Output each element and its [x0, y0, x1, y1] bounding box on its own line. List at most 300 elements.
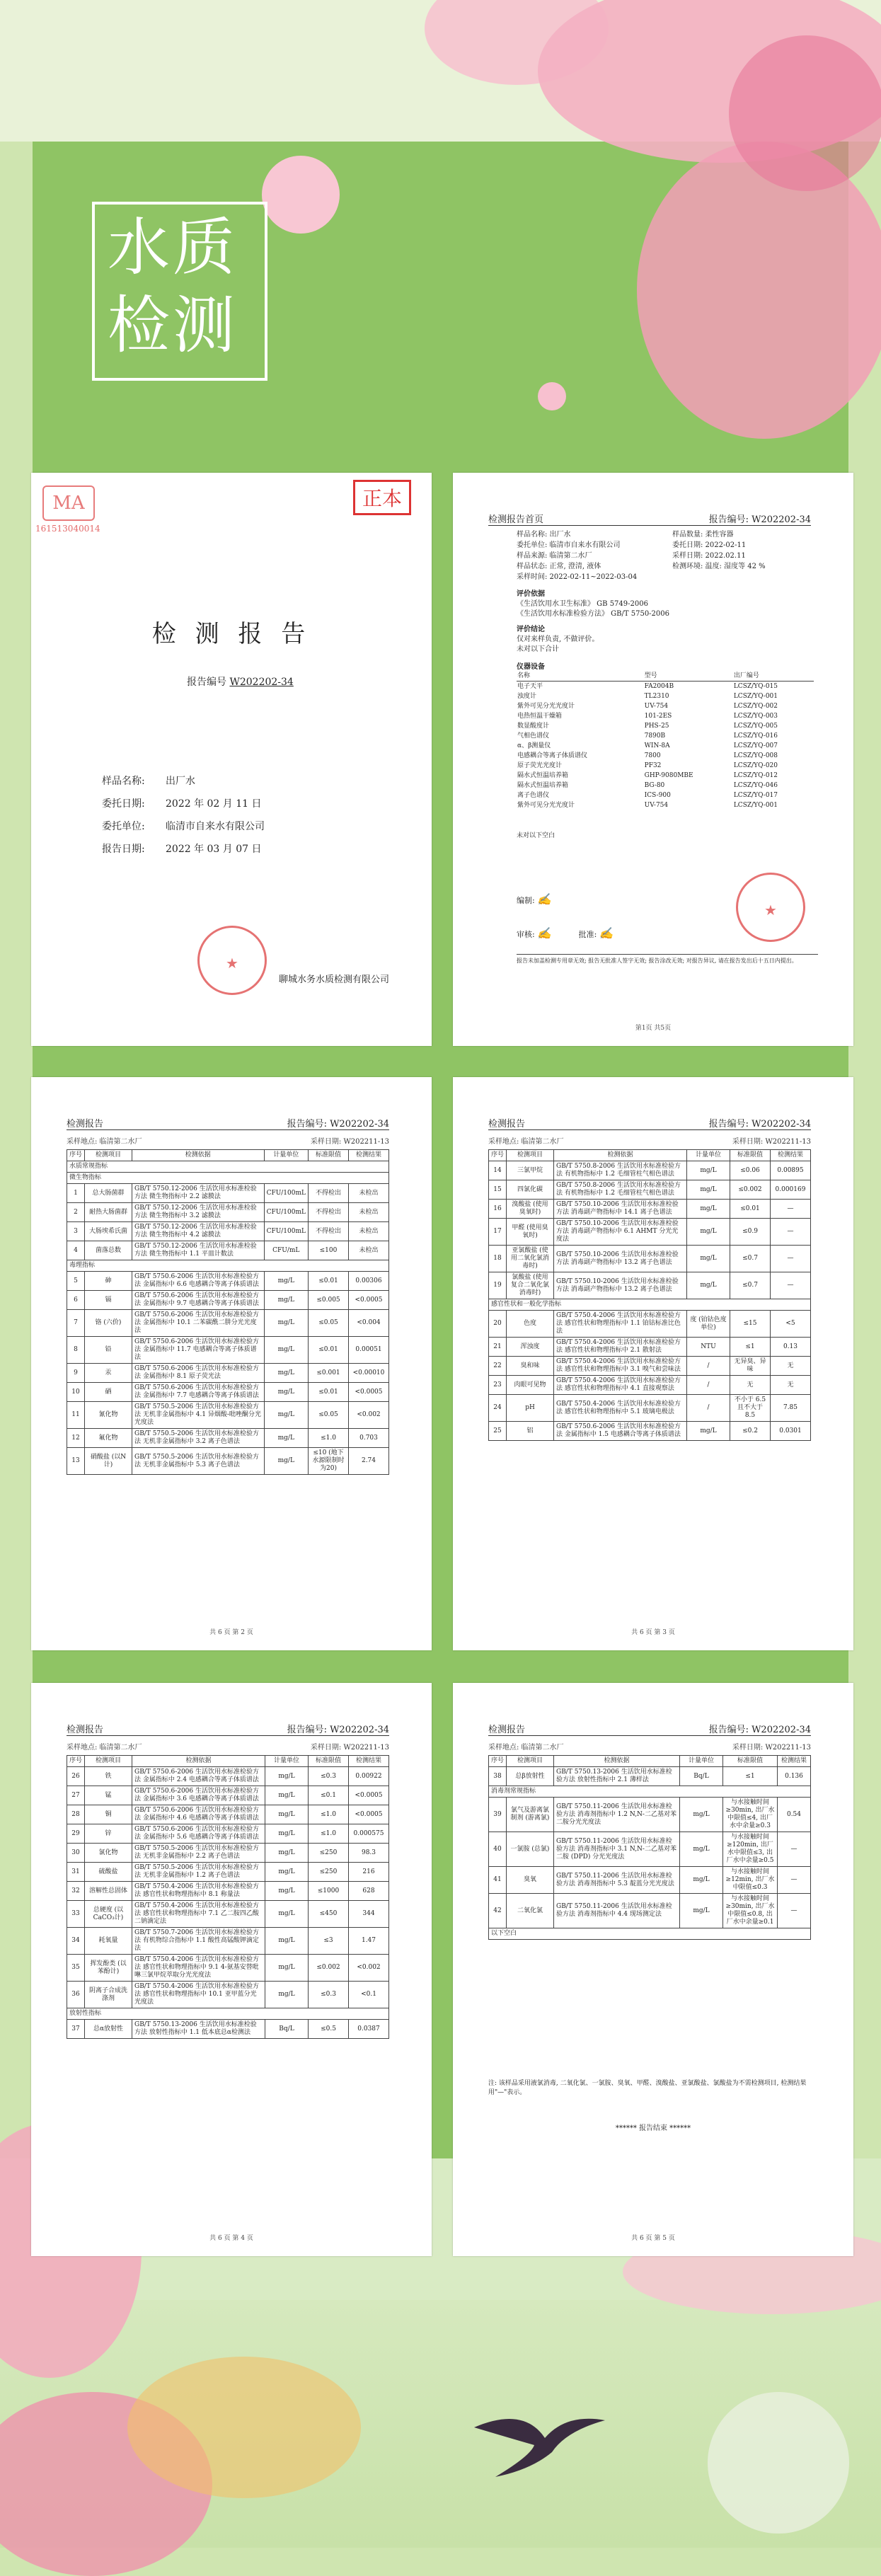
table-cell: ≤0.01 [730, 1200, 771, 1219]
page-number: 共 6 页 第 4 页 [209, 2235, 253, 2242]
table-cell: mg/L [265, 1844, 309, 1863]
table-cell: GB/T 5750.5-2006 生活饮用水标准检验方法 无机非金属指标中 2.2 离子色谱法 [132, 1844, 265, 1863]
table-row [489, 1246, 811, 1272]
table-cell: 四氯化碳 [507, 1180, 554, 1200]
table-cell: mg/L [264, 1448, 308, 1475]
evaluation-basis: 评价依据 《生活饮用水卫生标准》 GB 5749-2006 《生活饮用水标准检验方法》 GB/T 5750-2006 [517, 590, 670, 618]
table-cell: <0.0005 [349, 1291, 389, 1310]
table-cell: ≤1.0 [309, 1429, 349, 1448]
table-cell: 锌 [85, 1824, 132, 1844]
table-cell: 24 [489, 1395, 507, 1422]
sample-line: 采样地点: 临清第二水厂 采样日期: W202211-13 [488, 1744, 811, 1752]
table-cell: 砷 [85, 1272, 132, 1291]
table-cell: ≤0.002 [730, 1180, 771, 1200]
cover-row: 委托单位: 临清市自来水有限公司 [102, 821, 265, 832]
cover-report-no [187, 674, 294, 689]
cover-row: 样品名称: 出厂水 [102, 776, 195, 787]
table-cell: 20 [489, 1311, 507, 1338]
table-cell: mg/L [265, 1955, 309, 1982]
table-cell: 34 [67, 1928, 85, 1955]
group-label: 放射性指标 [67, 2008, 389, 2020]
report-page-3 [31, 1077, 432, 1650]
table-cell: mg/L [265, 1982, 309, 2008]
table-cell: 与水接触时间≥30min, 出厂水中限值≤0.8, 出厂水中余量≥0.1 [723, 1894, 778, 1928]
report-no-value: W202202-34 [229, 677, 294, 688]
table-cell: 0.000575 [349, 1824, 389, 1844]
table-cell: — [771, 1200, 811, 1219]
table-cell: 7 [67, 1310, 85, 1337]
table-row [67, 1429, 389, 1448]
group-label: 水质常规指标 [67, 1161, 389, 1173]
table-cell: — [778, 1832, 811, 1867]
cover-info [102, 770, 265, 861]
report-first-page [453, 473, 853, 1046]
table-cell: ≤1.0 [309, 1805, 349, 1824]
table-cell: mg/L [687, 1246, 730, 1272]
table-cell: ≤0.002 [309, 1955, 349, 1982]
table-cell: 挥发酚类 (以苯酚计) [85, 1955, 132, 1982]
table-cell: 16 [489, 1200, 507, 1219]
table-header-row: 序号 检测项目 检测依据 计量单位 标准限值 检测结果 [489, 1150, 811, 1161]
table-cell: 17 [489, 1219, 507, 1246]
table-cell: 肉眼可见物 [507, 1376, 554, 1395]
table-cell: mg/L [687, 1161, 730, 1180]
table-cell: GB/T 5750.13-2006 生活饮用水标准检验方法 放射性指标中 2.1 薄样法 [554, 1767, 680, 1786]
table-cell: GB/T 5750.6-2006 生活饮用水标准检验方法 金属指标中 11.7 电感耦合等离子体质谱法 [132, 1337, 265, 1364]
table-cell: 未检出 [349, 1184, 389, 1203]
table-cell: 镉 [85, 1291, 132, 1310]
table-cell: ≤0.06 [730, 1161, 771, 1180]
table-cell: 0.00922 [349, 1767, 389, 1786]
table-cell: — [771, 1272, 811, 1299]
table-cell: 大肠埃希氏菌 [85, 1222, 132, 1241]
table-row [67, 1184, 389, 1203]
table-cell: 铅 [85, 1337, 132, 1364]
table-cell: 无 [771, 1376, 811, 1395]
table-cell: 臭和味 [507, 1357, 554, 1376]
table-cell: 27 [67, 1786, 85, 1805]
table-cell: 硒 [85, 1383, 132, 1402]
table-cell: GB/T 5750.4-2006 生活饮用水标准检验方法 感官性状和物理指标中 5.1 玻璃电极法 [554, 1395, 687, 1422]
equipment-row: 气相色谱仪 7890B LCSZ/YQ-016 [517, 732, 778, 740]
table-cell: 色度 [507, 1311, 554, 1338]
disinfection-note: 注: 该样品采用液氯消毒, 二氧化氯、一氯胺、臭氧、甲醛、溴酸盐、亚氯酸盐、氯酸盐为不需检测项目, 检测结果用"—"表示。 [488, 2080, 807, 2096]
table-row [67, 1383, 389, 1402]
table-cell: mg/L [264, 1364, 308, 1383]
table-cell: 氯酸盐 (使用复合二氧化氯消毒时) [507, 1272, 554, 1299]
group-label: 感官性状和一般化学指标 [489, 1299, 811, 1311]
table-cell: 0.00306 [349, 1272, 389, 1291]
table-cell: 1 [67, 1184, 85, 1203]
table-cell: ≤0.05 [309, 1310, 349, 1337]
table-cell: <0.00010 [349, 1364, 389, 1383]
table-cell: 216 [349, 1863, 389, 1882]
table-cell: 溴酸盐 (使用臭氧时) [507, 1200, 554, 1219]
results-table [488, 1755, 811, 1940]
equipment-row: α、β测量仪 WIN-8A LCSZ/YQ-007 [517, 742, 778, 749]
table-row [489, 1311, 811, 1338]
table-group-row [489, 1928, 811, 1940]
table-row [67, 1310, 389, 1337]
table-cell: 臭氧 [507, 1867, 554, 1894]
table-cell: / [687, 1357, 730, 1376]
table-cell: GB/T 5750.10-2006 生活饮用水标准检验方法 消毒副产物指标中 13.2 离子色谱法 [554, 1246, 687, 1272]
table-row [489, 1219, 811, 1246]
group-label: 毒理指标 [67, 1260, 389, 1272]
table-cell: <0.0005 [349, 1786, 389, 1805]
table-cell: 25 [489, 1422, 507, 1441]
table-cell: 2 [67, 1203, 85, 1222]
table-cell: GB/T 5750.12-2006 生活饮用水标准检验方法 微生物指标中 3.2 滤膜法 [132, 1203, 265, 1222]
table-cell: 铜 [85, 1805, 132, 1824]
table-cell: ≤0.3 [309, 1982, 349, 2008]
table-row [67, 1824, 389, 1844]
table-cell: pH [507, 1395, 554, 1422]
table-cell: mg/L [265, 1767, 309, 1786]
table-group-row [67, 1161, 389, 1173]
table-cell: 9 [67, 1364, 85, 1383]
evaluation-conclusion: 评价结论 仅对来样负责, 不做评价。 未对以下合计 [517, 626, 599, 653]
table-cell: ≤0.7 [730, 1246, 771, 1272]
table-cell: 阴离子合成洗涤剂 [85, 1982, 132, 2008]
table-cell: 一氯胺 (总氯) [507, 1832, 554, 1867]
table-cell: GB/T 5750.6-2006 生活饮用水标准检验方法 金属指标中 9.7 电感耦合等离子体质谱法 [132, 1291, 265, 1310]
banner-title-line2: 检测 [108, 289, 238, 362]
table-cell: GB/T 5750.8-2006 生活饮用水标准检验方法 有机物指标中 1.2 毛细管柱气相色谱法 [554, 1180, 687, 1200]
table-cell: mg/L [265, 1863, 309, 1882]
group-label: 微生物指标 [67, 1173, 389, 1184]
table-cell: — [771, 1246, 811, 1272]
table-cell: <0.1 [349, 1982, 389, 2008]
table-cell: 铝 [507, 1422, 554, 1441]
table-row [67, 1222, 389, 1241]
table-cell: 10 [67, 1383, 85, 1402]
table-row [489, 1161, 811, 1180]
table-cell: mg/L [264, 1272, 308, 1291]
table-cell: ≤0.9 [730, 1219, 771, 1246]
table-cell: GB/T 5750.4-2006 生活饮用水标准检验方法 感官性状和物理指标中 1.1 铂钴标准比色法 [554, 1311, 687, 1338]
table-cell: 32 [67, 1882, 85, 1901]
table-cell: 氟化物 [85, 1429, 132, 1448]
cover-row: 报告日期: 2022 年 03 月 07 日 [102, 844, 262, 855]
table-cell: 氯气及游离氯制剂 (游离氯) [507, 1798, 554, 1832]
page-header: 检测报告 报告编号: W202202-34 [488, 1718, 811, 1736]
cma-code: 161513040014 [35, 524, 100, 534]
table-cell: 0.0301 [771, 1422, 811, 1441]
table-cell: GB/T 5750.5-2006 生活饮用水标准检验方法 无机非金属指标中 3.2 离子色谱法 [132, 1429, 265, 1448]
company-seal: ★ [197, 926, 267, 995]
table-cell: 7.85 [771, 1395, 811, 1422]
table-cell: 未检出 [349, 1203, 389, 1222]
table-cell: mg/L [680, 1798, 723, 1832]
table-cell: Bq/L [680, 1767, 723, 1786]
table-cell: 0.00895 [771, 1161, 811, 1180]
table-cell: GB/T 5750.6-2006 生活饮用水标准检验方法 金属指标中 8.1 原子荧光法 [132, 1364, 265, 1383]
table-row [489, 1180, 811, 1200]
issuer-name: 聊城水务水质检测有限公司 [278, 974, 389, 985]
table-cell: 浑浊度 [507, 1338, 554, 1357]
table-cell: GB/T 5750.11-2006 生活饮用水标准检验方法 消毒剂指标中 5.3 靛蓝分光光度法 [554, 1867, 680, 1894]
table-cell: ≤10 (地下水源限制时为20) [309, 1448, 349, 1475]
table-cell: 铁 [85, 1767, 132, 1786]
results-table [488, 1149, 811, 1441]
table-cell: 与水接触时间≥12min, 出厂水中限值≤0.3 [723, 1867, 778, 1894]
table-cell: CFU/100mL [264, 1222, 308, 1241]
table-cell: GB/T 5750.4-2006 生活饮用水标准检验方法 感官性状和物理指标中 8.1 称量法 [132, 1882, 265, 1901]
table-cell: ≤15 [730, 1311, 771, 1338]
equipment-row: 电热恒温干燥箱 101-2ES LCSZ/YQ-003 [517, 713, 778, 720]
table-cell: 硫酸盐 [85, 1863, 132, 1882]
results-table [67, 1149, 389, 1475]
table-cell: ≤450 [309, 1901, 349, 1928]
table-cell: ≤1 [730, 1338, 771, 1357]
table-cell: <0.002 [349, 1955, 389, 1982]
sample-line: 采样地点: 临清第二水厂 采样日期: W202211-13 [67, 1744, 389, 1752]
equipment-table: 名称 型号 出厂编号 电子天平 FA2004B LCSZ/YQ-015 浊度计 TL2310 LCSZ/YQ-001 紫外可见分光光度计 UV-754 LCSZ/YQ-002 电热恒温干燥箱 101-2ES LCSZ/YQ-003 数显酸度计 PHS-25 LCSZ/YQ-005 气相色谱仪 7890B LCSZ/YQ-016 α、β测量仪 WIN-8A LCSZ/YQ-007 电感耦合等离子体质谱仪 7800 LCSZ/YQ-008 原子荧光光度计 PF32 LCSZ/YQ-020 隔水式恒温培养箱 GHP-9080MBE LCSZ/YQ-012 隔水式恒温培养箱 BG-80 LCSZ/YQ-046 离子色谱仪 ICS-900 LCSZ/YQ-017 紫外可见分光光度计 UV-754 LCSZ/YQ-001 [517, 671, 814, 810]
table-cell: ≤0.3 [309, 1767, 349, 1786]
table-cell: 5 [67, 1272, 85, 1291]
table-cell: GB/T 5750.6-2006 生活饮用水标准检验方法 金属指标中 10.1 二苯碳酰二肼分光光度法 [132, 1310, 265, 1337]
table-cell: — [778, 1867, 811, 1894]
table-row [67, 1982, 389, 2008]
sample-info: 样品名称: 出厂水 委托单位: 临清市自来水有限公司 样品来源: 临清第二水厂 样品状态: 正常, 澄清, 液体 采样时间: 2022-02-11~2022-03-04 样品数量: 柔性容器 委托日期: 2022-02-11 采样日期: 2022.02.11 检测环境: 温度: 湿度等 42 % [517, 531, 766, 581]
table-cell: <0.004 [349, 1310, 389, 1337]
table-cell: mg/L [265, 1882, 309, 1901]
table-row [67, 1882, 389, 1901]
table-cell: 未检出 [349, 1222, 389, 1241]
table-cell: 42 [489, 1894, 507, 1928]
cma-logo: MA [42, 485, 95, 521]
page-header: 检测报告 报告编号: W202202-34 [488, 1112, 811, 1130]
table-row [67, 1901, 389, 1928]
table-cell: ≤0.2 [730, 1422, 771, 1441]
table-group-row [489, 1299, 811, 1311]
table-cell: 0.00051 [349, 1337, 389, 1364]
table-cell: 628 [349, 1882, 389, 1901]
equipment-row: 原子荧光光度计 PF32 LCSZ/YQ-020 [517, 762, 778, 769]
table-cell: ≤1.0 [309, 1824, 349, 1844]
cover-title: 检 测 报 告 [151, 620, 311, 648]
table-cell: 总硬度 (以CaCO₃计) [85, 1901, 132, 1928]
table-cell: mg/L [265, 1928, 309, 1955]
table-row [67, 1844, 389, 1863]
table-cell: mg/L [265, 1786, 309, 1805]
table-row [67, 1448, 389, 1475]
page-number: 共 6 页 第 5 页 [631, 2235, 675, 2242]
table-cell: 硝酸盐 (以N计) [85, 1448, 132, 1475]
table-header-row: 序号 检测项目 检测依据 计量单位 标准限值 检测结果 [67, 1150, 389, 1161]
table-cell: GB/T 5750.4-2006 生活饮用水标准检验方法 感官性状和物理指标中 7.1 乙二胺四乙酸二钠滴定法 [132, 1901, 265, 1928]
table-cell: mg/L [264, 1310, 308, 1337]
table-cell: 28 [67, 1805, 85, 1824]
table-cell: 无异臭、异味 [730, 1357, 771, 1376]
sample-line: 采样地点: 临清第二水厂 采样日期: W202211-13 [488, 1138, 811, 1146]
table-header-row: 序号 检测项目 检测依据 计量单位 标准限值 检测结果 [67, 1756, 389, 1767]
table-cell: 8 [67, 1337, 85, 1364]
table-cell: GB/T 5750.10-2006 生活饮用水标准检验方法 消毒副产物指标中 14.1 离子色谱法 [554, 1200, 687, 1219]
report-note: 报告未加盖检测专用章无效; 报告无批准人签字无效; 报告涂改无效; 对报告异议, 请在报告发出后十五日内提出。 [517, 954, 818, 965]
table-cell: — [771, 1219, 811, 1246]
table-cell: 不得检出 [309, 1203, 349, 1222]
company-seal: ★ [736, 873, 805, 942]
table-cell: 23 [489, 1376, 507, 1395]
table-cell: GB/T 5750.5-2006 生活饮用水标准检验方法 无机非金属指标中 5.3 离子色谱法 [132, 1448, 265, 1475]
table-cell: 36 [67, 1982, 85, 2008]
table-row [67, 1203, 389, 1222]
table-cell: mg/L [265, 1824, 309, 1844]
table-cell: 总α放射性 [85, 2020, 132, 2039]
table-cell: 40 [489, 1832, 507, 1867]
table-cell: 不小于 6.5 且不大于 8.5 [730, 1395, 771, 1422]
table-cell: 3 [67, 1222, 85, 1241]
table-cell: / [687, 1376, 730, 1395]
table-row [67, 1402, 389, 1429]
table-cell: GB/T 5750.6-2006 生活饮用水标准检验方法 金属指标中 1.5 电感耦合等离子体质谱法 [554, 1422, 687, 1441]
table-row [67, 1928, 389, 1955]
table-row [489, 1272, 811, 1299]
table-cell: 不得检出 [309, 1184, 349, 1203]
table-cell: 汞 [85, 1364, 132, 1383]
table-cell: CFU/mL [264, 1241, 308, 1260]
table-cell: mg/L [264, 1429, 308, 1448]
table-cell: GB/T 5750.6-2006 生活饮用水标准检验方法 金属指标中 4.6 电感耦合等离子体质谱法 [132, 1805, 265, 1824]
table-cell: 31 [67, 1863, 85, 1882]
table-row [67, 1805, 389, 1824]
report-no-label: 报告编号 [187, 677, 226, 688]
equipment-row: 数显酸度计 PHS-25 LCSZ/YQ-005 [517, 723, 778, 730]
table-cell: / [687, 1395, 730, 1422]
table-cell: 0.000169 [771, 1180, 811, 1200]
table-row [489, 1767, 811, 1786]
table-cell: 甲醛 (使用臭氧时) [507, 1219, 554, 1246]
table-cell: 耗氧量 [85, 1928, 132, 1955]
table-row [67, 1786, 389, 1805]
table-row [67, 1272, 389, 1291]
table-cell: 0.136 [778, 1767, 811, 1786]
original-stamp: 正本 [353, 480, 411, 515]
report-cover-page [31, 473, 432, 1046]
table-row [67, 1241, 389, 1260]
table-cell: 35 [67, 1955, 85, 1982]
table-cell: mg/L [680, 1832, 723, 1867]
table-cell: ≤0.01 [309, 1272, 349, 1291]
table-cell: ≤1 [723, 1767, 778, 1786]
table-cell: GB/T 5750.4-2006 生活饮用水标准检验方法 感官性状和物理指标中 2.1 散射法 [554, 1338, 687, 1357]
table-row [67, 1291, 389, 1310]
table-cell: mg/L [687, 1180, 730, 1200]
table-cell: 19 [489, 1272, 507, 1299]
table-cell: ≤3 [309, 1928, 349, 1955]
table-cell: 菌落总数 [85, 1241, 132, 1260]
page-number: 共 6 页 第 3 页 [631, 1629, 675, 1636]
signatures: 编制: ✍ 审核: ✍ 批准: ✍ [517, 892, 614, 940]
equipment-row: 隔水式恒温培养箱 BG-80 LCSZ/YQ-046 [517, 782, 778, 789]
page-number: 共 6 页 第 2 页 [209, 1629, 253, 1636]
table-cell: mg/L [264, 1291, 308, 1310]
table-cell: 38 [489, 1767, 507, 1786]
group-label: 消毒剂常规指标 [489, 1786, 811, 1798]
table-cell: ≤0.01 [309, 1337, 349, 1364]
table-cell: ≤0.7 [730, 1272, 771, 1299]
table-row [489, 1867, 811, 1894]
table-cell: GB/T 5750.8-2006 生活饮用水标准检验方法 有机物指标中 1.2 毛细管柱气相色谱法 [554, 1161, 687, 1180]
equipment-label: 仪器设备 [517, 663, 545, 671]
table-row [67, 1337, 389, 1364]
table-cell: ≤0.001 [309, 1364, 349, 1383]
table-group-row [67, 1173, 389, 1184]
table-cell: 39 [489, 1798, 507, 1832]
table-cell: 1.47 [349, 1928, 389, 1955]
table-header-row: 序号 检测项目 检测依据 计量单位 标准限值 检测结果 [489, 1756, 811, 1767]
table-cell: NTU [687, 1338, 730, 1357]
swallow-icon [467, 2399, 609, 2484]
table-cell: ≤1000 [309, 1882, 349, 1901]
table-cell: ≤0.5 [309, 2020, 349, 2039]
table-cell: GB/T 5750.6-2006 生活饮用水标准检验方法 金属指标中 5.6 电感耦合等离子体质谱法 [132, 1824, 265, 1844]
table-cell: GB/T 5750.12-2006 生活饮用水标准检验方法 微生物指标中 1.1 平皿计数法 [132, 1241, 265, 1260]
equipment-row: 紫外可见分光光度计 UV-754 LCSZ/YQ-002 [517, 703, 778, 710]
table-cell: 亚氯酸盐 (使用二氧化氯消毒时) [507, 1246, 554, 1272]
equipment-row: 电感耦合等离子体质谱仪 7800 LCSZ/YQ-008 [517, 752, 778, 759]
table-cell: 不得检出 [309, 1222, 349, 1241]
banner-title-line1: 水质 [108, 211, 238, 284]
table-cell: mg/L [687, 1219, 730, 1246]
table-cell: 三氯甲烷 [507, 1161, 554, 1180]
equipment-row: 离子色谱仪 ICS-900 LCSZ/YQ-017 [517, 792, 778, 799]
table-row [489, 1422, 811, 1441]
table-cell: 铬 (六价) [85, 1310, 132, 1337]
table-cell: GB/T 5750.13-2006 生活饮用水标准检验方法 放射性指标中 1.1 低本底总α检测法 [132, 2020, 265, 2039]
table-cell: 21 [489, 1338, 507, 1357]
table-cell: mg/L [264, 1402, 308, 1429]
table-row [489, 1894, 811, 1928]
table-row [489, 1395, 811, 1422]
table-cell: 30 [67, 1844, 85, 1863]
table-group-row [67, 1260, 389, 1272]
table-cell: mg/L [264, 1337, 308, 1364]
equipment-row: 隔水式恒温培养箱 GHP-9080MBE LCSZ/YQ-012 [517, 772, 778, 779]
table-cell: 0.0387 [349, 2020, 389, 2039]
table-cell: 13 [67, 1448, 85, 1475]
table-cell: GB/T 5750.4-2006 生活饮用水标准检验方法 感官性状和物理指标中 10.1 亚甲蓝分光光度法 [132, 1982, 265, 2008]
table-cell: CFU/100mL [264, 1203, 308, 1222]
table-row [489, 1376, 811, 1395]
table-group-row [489, 1786, 811, 1798]
table-cell: GB/T 5750.6-2006 生活饮用水标准检验方法 金属指标中 7.7 电感耦合等离子体质谱法 [132, 1383, 265, 1402]
sample-line: 采样地点: 临清第二水厂 采样日期: W202211-13 [67, 1138, 389, 1146]
table-cell: <0.0005 [349, 1383, 389, 1402]
table-cell: 总大肠菌群 [85, 1184, 132, 1203]
table-cell: 总β放射性 [507, 1767, 554, 1786]
table-cell: 15 [489, 1180, 507, 1200]
table-cell: 0.13 [771, 1338, 811, 1357]
table-cell: ≤250 [309, 1844, 349, 1863]
table-row [489, 1357, 811, 1376]
table-cell: 溶解性总固体 [85, 1882, 132, 1901]
page-header: 检测报告 报告编号: W202202-34 [67, 1718, 389, 1736]
table-cell: GB/T 5750.5-2006 生活饮用水标准检验方法 无机非金属指标中 1.2 离子色谱法 [132, 1863, 265, 1882]
equipment-row: 电子天平 FA2004B LCSZ/YQ-015 [517, 683, 778, 690]
table-cell: mg/L [265, 1805, 309, 1824]
table-cell: mg/L [680, 1867, 723, 1894]
table-cell: CFU/100mL [264, 1184, 308, 1203]
table-row [67, 2020, 389, 2039]
table-cell: 26 [67, 1767, 85, 1786]
table-cell: ≤0.005 [309, 1291, 349, 1310]
table-cell: <0.0005 [349, 1805, 389, 1824]
table-cell: GB/T 5750.6-2006 生活饮用水标准检验方法 金属指标中 6.6 电感耦合等离子体质谱法 [132, 1272, 265, 1291]
table-cell: GB/T 5750.11-2006 生活饮用水标准检验方法 消毒剂指标中 4.4 现场测定法 [554, 1894, 680, 1928]
